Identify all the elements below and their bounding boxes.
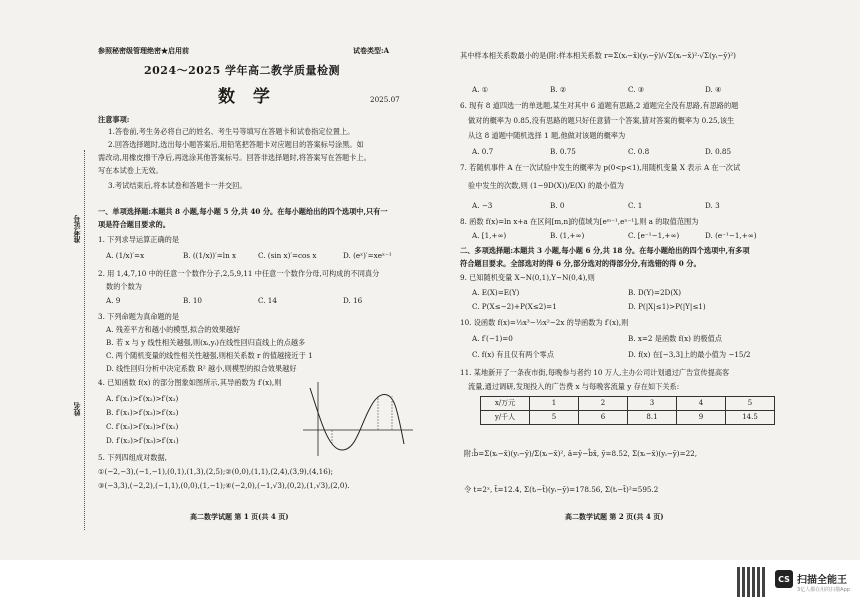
exam-title: 2024～2025 学年高二教学质量检测 [144, 64, 341, 77]
question-1: 1. 下列求导运算正确的是 [98, 235, 180, 244]
q10-option-b: B. x=2 是函数 f(x) 的极值点 [628, 334, 722, 343]
question-4: 4. 已知函数 f(x) 的部分图象如图所示,其导函数为 f′(x),则 [98, 378, 282, 387]
q3-option-a: A. 残差平方和越小的模型,拟合的效果越好 [106, 325, 241, 334]
q6-option-a: A. 0.7 [472, 147, 494, 156]
q4-option-d: D. f′(x₂)>f′(x₃)>f′(x₁) [106, 436, 179, 445]
table-cell: 5 [530, 410, 579, 424]
subject-title: 数 学 [218, 87, 276, 107]
q9-option-c: C. P(X≤−2)+P(X≤2)=1 [472, 302, 557, 311]
question-6: 6. 现有 8 道四选一的单选题,某生对其中 6 道题有思路,2 道题完全没有思路,有思路的题 [460, 101, 739, 110]
table-cell: y/千人 [481, 410, 530, 424]
q10-option-a: A. f′(−1)=0 [472, 334, 513, 343]
question-7: 7. 若随机事件 A 在一次试验中发生的概率为 p(0<p<1),用随机变量 X 表示 A 在一次试 [460, 163, 741, 172]
table-cell: 4 [677, 397, 726, 411]
section-one-title: 一、单项选择题:本题共 8 小题,每小题 5 分,共 40 分。在每小题给出的四个选项中,只有一 [98, 207, 388, 216]
left-page-footer: 高二数学试题 第 1 页(共 4 页) [190, 512, 289, 521]
q7-option-b: B. 0 [550, 201, 565, 210]
question-11: 11. 某地新开了一条夜市街,每晚参与者约 10 万人,主办公司计划通过广告宣传提高客 [460, 368, 730, 377]
q10-option-d: D. f(x) 在[−3,3]上的最小值为 −15/2 [628, 350, 751, 359]
q3-option-b: B. 若 x 与 y 线性相关越强,则(xᵢ,yᵢ)在线性回归直线上的点越多 [106, 338, 306, 347]
table-cell: 2 [579, 397, 628, 411]
right-page [460, 38, 785, 528]
question-5: 5. 下列四组成对数据, [98, 453, 167, 462]
question-9: 9. 已知随机变量 X∼N(0,1),Y∼N(0,4),则 [460, 273, 595, 282]
q2-option-b: B. 10 [183, 296, 202, 305]
table-row [481, 410, 775, 424]
q3-option-c: C. 两个随机变量的线性相关性越强,则相关系数 r 的值越接近于 1 [106, 351, 313, 360]
table-cell: 1 [530, 397, 579, 411]
q4-option-b: B. f′(x₁)>f′(x₃)>f′(x₂) [106, 408, 179, 417]
q3-option-d: D. 线性回归分析中决定系数 R² 越小,则模型的拟合效果越好 [106, 364, 297, 373]
q7-option-d: D. 3 [705, 201, 720, 210]
question-10: 10. 设函数 f(x)=⅓x³−½x²−2x 的导函数为 f′(x),则 [460, 318, 629, 327]
table-cell: 3 [628, 397, 677, 411]
q8-option-c: C. [e⁻¹−1,+∞) [628, 231, 680, 240]
r-option-c: C. ③ [628, 85, 645, 94]
curve [310, 388, 404, 450]
q1-option-b: B. ((1/x))′=ln x [183, 251, 237, 260]
paper-type: 试卷类型:A [353, 46, 390, 55]
left-page [98, 38, 423, 528]
question-6-cont: 做对的概率为 0.85,没有思路的题只好任意猜一个答案,猜对答案的概率为 0.25,该生 [468, 116, 735, 125]
q4-option-c: C. f′(x₃)>f′(x₂)>f′(x₁) [106, 422, 179, 431]
table-row [481, 397, 775, 411]
q6-option-c: C. 0.8 [628, 147, 650, 156]
note-line: 2.回答选择题时,选出每小题答案后,用铅笔把答题卡对应题目的答案标号涂黑。如 [108, 140, 364, 149]
q7-option-a: A. −3 [472, 201, 493, 210]
q6-option-b: B. 0.75 [550, 147, 576, 156]
binding-line [84, 150, 85, 530]
note-line: 写在本试卷上无效。 [98, 166, 163, 175]
q8-option-a: A. [1,+∞) [472, 231, 507, 240]
scanner-brand-tagline: 3亿人都在用的扫描App [797, 587, 850, 593]
note-line: 需改动,用橡皮擦干净后,再选涂其他答案标号。回答非选择题时,将答案写在答题卡上。 [98, 153, 371, 162]
q2-option-a: A. 9 [106, 296, 121, 305]
function-graph [298, 378, 418, 458]
formula-line-1: 附:b̂=Σ(xᵢ−x̄)(yᵢ−ȳ)/Σ(xᵢ−x̄)², â=ȳ−b̂x̄, ȳ=8.52, Σ(xᵢ−x̄)(yᵢ−ȳ)=22, [464, 449, 698, 458]
section-one-title-cont: 项是符合题目要求的。 [98, 220, 170, 229]
q1-option-a: A. (1/x)′=x [106, 251, 145, 260]
question-2: 2. 用 1,4,7,10 中的任意一个数作分子,2,5,9,11 中任意一个数作分母,可构成的不同真分 [98, 269, 380, 278]
question-7-cont: 验中发生的次数,则 (1−9D(X))/E(X) 的最小值为 [468, 181, 624, 190]
question-8: 8. 函数 f(x)=ln x+a 在区间[m,n]的值域为[eᵐ⁻¹,eⁿ⁻¹],则 a 的取值范围为 [460, 217, 699, 226]
q6-option-d: D. 0.85 [705, 147, 732, 156]
table-cell: 14.5 [726, 410, 775, 424]
correlation-question: 其中样本相关系数最小的是(附:样本相关系数 r=Σ(xᵢ−x̄)(yᵢ−ȳ)/√Σ(xᵢ−x̄)²·√Σ(yᵢ−ȳ)²) [460, 51, 736, 60]
scanner-brand-name: 扫描全能王 [797, 575, 847, 586]
table-cell: 6 [579, 410, 628, 424]
question-3: 3. 下列命题为真命题的是 [98, 312, 180, 321]
q5-data-2: ③(−3,3),(−2,2),(−1,1),(0,0),(1,−1);④(−2,0),(−1,√3),(0,2),(1,√3),(2,0). [98, 481, 350, 490]
table-cell: 8.1 [628, 410, 677, 424]
q10-option-c: C. f(x) 有且仅有两个零点 [472, 350, 554, 359]
notes-title: 注意事项: [98, 115, 130, 124]
q8-option-d: D. (e⁻¹−1,+∞) [705, 231, 757, 240]
margin-name-label: 姓名 [72, 402, 81, 416]
q4-option-a: A. f′(x₁)>f′(x₂)>f′(x₃) [106, 394, 179, 403]
note-line: 3.考试结束后,将本试卷和答题卡一并交回。 [108, 181, 247, 190]
question-11-cont: 流量,通过调研,发现投入的广告费 x 与每晚客流量 y 存在如下关系: [468, 382, 680, 391]
q9-option-d: D. P(|X|≤1)>P(|Y|≤1) [628, 302, 706, 311]
r-option-d: D. ④ [705, 85, 722, 94]
table-cell: 5 [726, 397, 775, 411]
data-table [480, 396, 775, 425]
exam-date: 2025.07 [370, 95, 400, 104]
q2-option-d: D. 16 [343, 296, 363, 305]
q7-option-c: C. 1 [628, 201, 643, 210]
margin-exam-number-label: 准考证号 [72, 215, 81, 243]
section-two-title: 二、多项选择题:本题共 3 小题,每小题 6 分,共 18 分。在每小题给出的四个选项中,有多项 [460, 246, 750, 255]
q2-option-c: C. 14 [258, 296, 277, 305]
formula-line-2: 令 t=2ˣ, t̄=12.4, Σ(tᵢ−t̄)(yᵢ−ȳ)=178.56, Σ(tᵢ−t̄)²=595.2 [464, 485, 659, 494]
scanner-logo-icon: CS [775, 570, 793, 588]
q8-option-b: B. (1,+∞) [550, 231, 585, 240]
q9-option-b: B. D(Y)=2D(X) [628, 288, 682, 297]
q5-data-1: ①(−2,−3),(−1,−1),(0,1),(1,3),(2,5);②(0,0),(1,1),(2,4),(3,9),(4,16); [98, 467, 334, 476]
table-cell: 9 [677, 410, 726, 424]
q9-option-a: A. E(X)=E(Y) [472, 288, 520, 297]
secret-label: 参照秘密级管理绝密★启用前 [98, 46, 189, 55]
right-page-footer: 高二数学试题 第 2 页(共 4 页) [565, 512, 664, 521]
question-2-cont: 数的个数为 [106, 282, 142, 291]
table-cell: x/万元 [481, 397, 530, 411]
q1-option-d: D. (eˣ)′=xeˣ⁻¹ [343, 251, 392, 260]
note-line: 1.答卷前,考生务必将自己的姓名、考生号等填写在答题卡和试卷指定位置上。 [108, 127, 355, 136]
qr-code-icon [737, 567, 767, 597]
r-option-a: A. ① [472, 85, 489, 94]
section-two-title-cont: 符合题目要求。全部选对的得 6 分,部分选对的得部分分,有选错的得 0 分。 [460, 259, 701, 268]
question-6-cont2: 从这 8 道题中随机选择 1 题,他做对该题的概率为 [468, 131, 626, 140]
r-option-b: B. ② [550, 85, 567, 94]
q1-option-c: C. (sin x)′=cos x [258, 251, 317, 260]
